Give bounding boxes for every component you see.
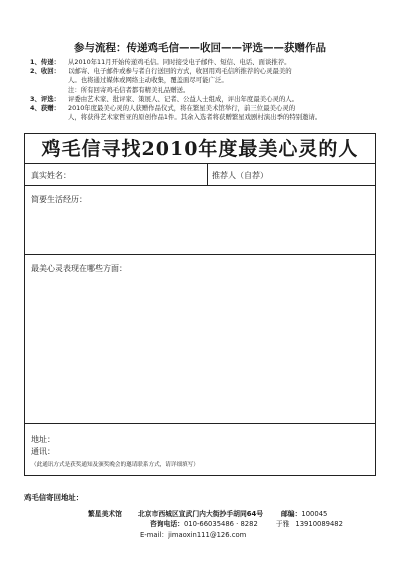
step-note: 注：所有回寄鸡毛信者都有精美礼品赠送。 [68, 85, 190, 94]
org-name: 繁星美术馆 [88, 510, 122, 518]
step-label: 1、传递： [30, 58, 61, 66]
step-text: 人。也将通过媒体或网络主动收集，覆盖面尽可能广泛。 [68, 76, 228, 85]
bio-label: 简要生活经历： [31, 195, 87, 204]
step-text: 人，将获得艺术家哲亚的原创作品1件。其余入选者将获赠繁星戏剧村演出季的特别邀请。 [68, 113, 322, 122]
contact-section [31, 434, 55, 458]
nomination-form [24, 133, 376, 476]
email-link[interactable]: jimaoxin111@126.com [168, 530, 247, 539]
address-text: 北京市西城区宣武门内大街抄手胡同64号 [138, 510, 264, 518]
step-3 [30, 95, 380, 104]
contact-note: （此通讯方式是获奖通知及颁奖晚会的邀请联系方式，请详细填写） [31, 462, 199, 468]
step-1 [30, 58, 380, 67]
step-text: 以邮寄、电子邮件或参与者自行送回的方式，收回用鸡毛信所推荐的心灵最美的 [68, 67, 292, 76]
contact-field[interactable]: 通讯： [31, 447, 55, 456]
name-field[interactable]: 真实姓名： [31, 171, 71, 180]
bio-field[interactable] [25, 186, 375, 255]
step-label: 3、评选： [30, 94, 61, 103]
referrer-field[interactable]: 推荐人（自荐） [207, 164, 377, 186]
contact-name: 于雅 [275, 520, 290, 529]
form-title: 鸡毛信寻找2010年度最美心灵的人 [25, 134, 375, 164]
step-text: 评委由艺术家、批评家、策展人、记者、公益人士组成，评出年度最美心灵的人。 [68, 94, 299, 103]
name-row [25, 164, 375, 186]
return-heading: 鸡毛信寄回地址： [24, 493, 84, 502]
beauty-label: 最美心灵表现在哪些方面： [31, 264, 127, 273]
phone-label: 咨询电话： [150, 520, 184, 529]
postcode-label: 邮编： [281, 510, 302, 518]
phone-value: 010-66035486 · 8282 [183, 520, 258, 529]
address-field[interactable]: 地址： [31, 435, 55, 444]
page-title: 参与流程：传递鸡毛信——收回——评选——获赠作品 [74, 42, 326, 54]
mobile-value: 13910089482 [295, 520, 343, 529]
step-label: 4、获赠： [30, 104, 61, 113]
return-address-block [88, 509, 343, 540]
step-label: 2、收回： [30, 67, 61, 76]
step-2 [30, 67, 380, 95]
postcode-value: 100045 [301, 510, 328, 518]
step-4 [30, 104, 380, 122]
step-text: 2010年度最美心灵的人获赠作品仪式，将在繁星美术馆举行，前三位最美心灵的 [68, 104, 296, 113]
process-steps [30, 58, 380, 122]
beauty-field[interactable] [25, 255, 375, 424]
email-label: E-mail： [140, 530, 169, 539]
step-text: 从2010年11月开始传递鸡毛信。同时接受电子邮件、短信、电话、面谈推荐。 [68, 58, 291, 66]
